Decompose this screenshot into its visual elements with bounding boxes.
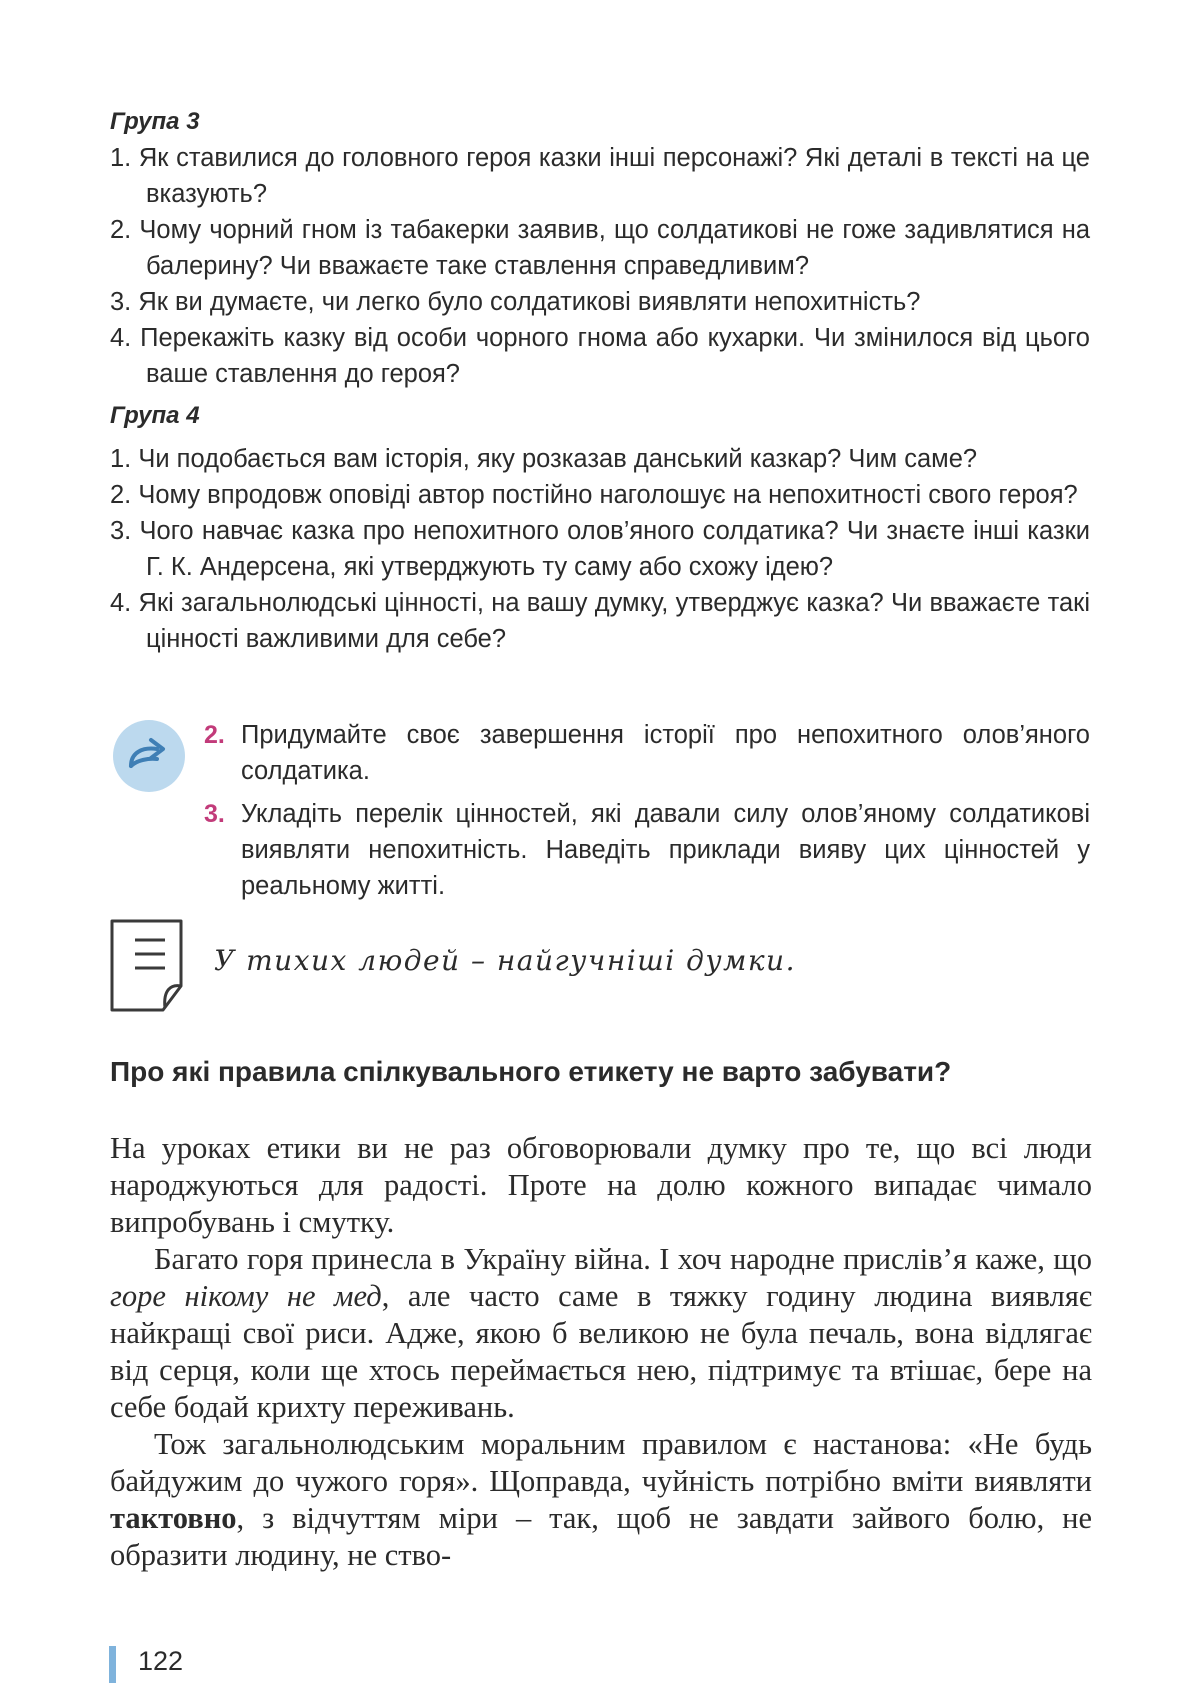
body-text — [110, 1130, 1092, 1574]
task-number: 2. — [204, 721, 225, 749]
group-3-questions — [110, 140, 1090, 392]
group-4-questions — [110, 441, 1090, 657]
group-4-title: Група 4 — [110, 402, 200, 429]
list-item: 1. Як ставилися до головного героя казки інші персонажі? Які деталі в тексті на це вказують? — [110, 144, 1090, 208]
list-item: 4. Перекажіть казку від особи чорного гнома або кухарки. Чи змінилося від цього ваше ставлення до героя? — [110, 324, 1090, 388]
group-3-title: Група 3 — [110, 108, 200, 135]
task-text: Придумайте своє завершення історії про непохитного олов’яного солдатика. — [241, 721, 1090, 785]
task-text: Укладіть перелік цінностей, які давали силу олов’яному солдатикові виявляти непохитність. Наведіть приклади вияву цих цінностей у реальному житті. — [241, 800, 1090, 900]
task-list — [204, 717, 1090, 911]
list-item: 3. Чого навчає казка про непохитного олов’яного солдатика? Чи знаєте інші казки Г. К. Андерсена, які утверджують ту саму або схожу ідею? — [110, 517, 1090, 581]
section-heading: Про які правила спілкувального етикету не варто забувати? — [110, 1056, 952, 1087]
note-page-icon — [109, 918, 185, 1014]
list-item: 1. Чи подобається вам історія, яку розказав данський казкар? Чим саме? — [110, 445, 978, 473]
paragraph: Тож загальнолюдським моральним правилом є настанова: «Не будь байдужим до чужого горя». Щоправда, чуйність потрібно вміти виявляти тактовно, з відчуттям міри – так, щоб не завдати зайвого болю, не образити людину, не ство- — [110, 1427, 1092, 1572]
task-item — [204, 796, 1090, 904]
page-number: 122 — [138, 1646, 184, 1676]
task-number: 3. — [204, 800, 225, 828]
paragraph: На уроках етики ви не раз обговорювали думку про те, що всі люди народжуються для радості. Проте на долю кожного випадає чимало випробувань і смутку. — [110, 1131, 1092, 1239]
task-item — [204, 717, 1090, 789]
list-item: 3. Як ви думаєте, чи легко було солдатикові виявляти непохитність? — [110, 288, 921, 316]
bold-term: тактовно — [110, 1501, 237, 1535]
list-item: 4. Які загальнолюдські цінності, на вашу думку, утверджує казка? Чи вважаєте такі цінності важливими для себе? — [110, 589, 1090, 653]
page-marker — [109, 1646, 116, 1683]
list-item: 2. Чому чорний гном із табакерки заявив, що солдатикові не гоже задивлятися на балерину? Чи вважаєте таке ставлення справедливим? — [110, 216, 1090, 280]
paragraph: Багато горя принесла в Україну війна. І хоч народне прислів’я каже, що горе нікому не мед, але часто саме в тяжку годину людина виявляє найкращі свої риси. Адже, якою б великою не була печаль, вона відлягає від серця, коли ще хтось переймається нею, підтримує та втішає, бере на себе бодай крихту переживань. — [110, 1242, 1092, 1424]
quote: У тихих людей – найгучніші думки. — [214, 944, 796, 977]
redo-arrow-icon — [113, 720, 185, 792]
emphasis: горе нікому не мед — [110, 1279, 382, 1313]
list-item: 2. Чому впродовж оповіді автор постійно наголошує на непохитності свого героя? — [110, 481, 1078, 509]
